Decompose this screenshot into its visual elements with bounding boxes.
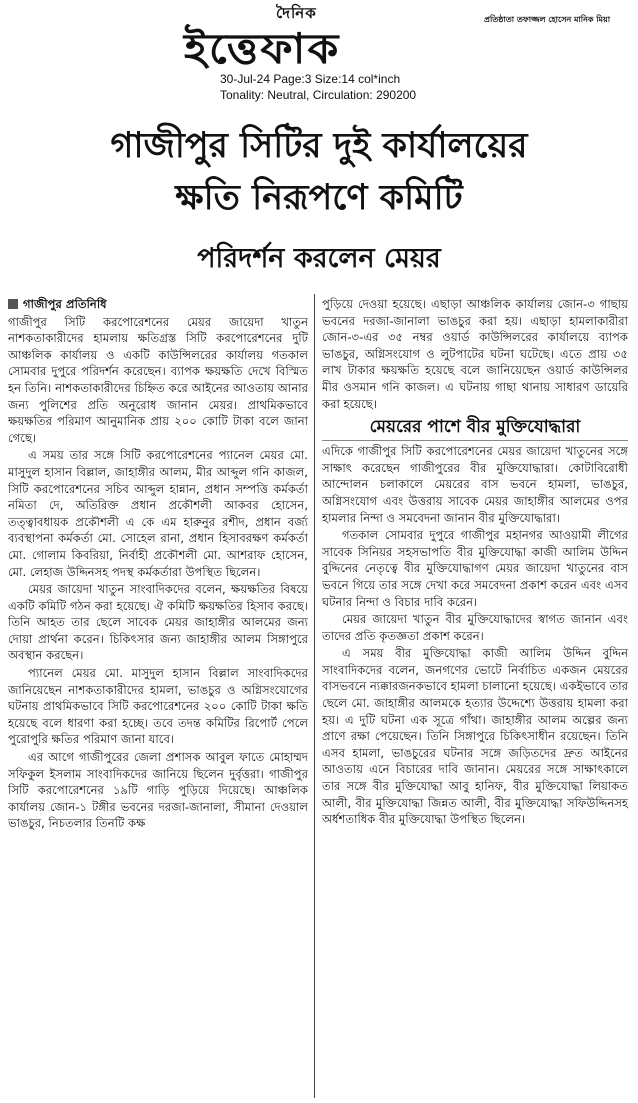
byline xyxy=(8,296,308,313)
newspaper-logo xyxy=(184,2,611,73)
logo-small-text: দৈনিক xyxy=(276,4,317,22)
founder-line: প্রতিষ্ঠাতা তফাজ্জল হোসেন মানিক মিয়া xyxy=(484,15,611,24)
paragraph: মেয়র জায়েদা খাতুন বীর মুক্তিযোদ্ধাদের স্বাগত জানান এবং তাদের প্রতি কৃতজ্ঞতা প্রকাশ করেন। xyxy=(322,612,628,643)
section-subheading: মেয়রের পাশে বীর মুক্তিযোদ্ধারা xyxy=(322,414,628,441)
column-divider xyxy=(314,294,315,1098)
clipping-meta-tonality: Tonality: Neutral, Circulation: 290200 xyxy=(220,88,417,102)
headline-line-1: গাজীপুর সিটির দুই কার্যালয়ের xyxy=(110,126,528,166)
byline-text: গাজীপুর প্রতিনিধি xyxy=(23,297,107,311)
paragraph: গাজীপুর সিটি করপোরেশনের মেয়র জায়েদা খাতুন নাশকতাকারীদের হামলায় ক্ষতিগ্রস্ত সিটি করপোরেশনের দুটি আঞ্চলিক কার্যালয় ও একটি কাউন্সিলরের কার্যালয় গতকাল সোমবার দুপুরে পরিদর্শন করেছেন। ব্যাপক ক্ষয়ক্ষতি দেখে বিস্মিত হন তিনি। নাশকতাকারীদের চিহ্নিত করে আইনের আওতায় আনার জন্য পুলিশের প্রতি অনুরোধ জানান মেয়র। প্রাথমিকভাবে ক্ষয়ক্ষতির পরিমাণ আনুমানিক প্রায় ২০০ কোটি টাকা বলে জানা গেছে। xyxy=(8,314,308,445)
paragraph: এ সময় বীর মুক্তিযোদ্ধা কাজী আলিম উদ্দিন বুদ্দিন সাংবাদিকদের বলেন, জনগণের ভোটে নির্বাচিত একজন মেয়রের বাসভবনে ন্যক্কারজনকভাবে হামলা চালানো হয়েছে। একইভাবে তার ছেলে মো. জাহাঙ্গীর আলমকে হত্যার উদ্দেশ্যে উত্তরায় হামলা করা হয়। এ দুটি ঘটনা এক সূত্রে গাঁথা। জাহাঙ্গীর আলম অল্পের জন্য প্রাণে রক্ষা পেয়েছেন। তিনি সিঙ্গাপুরে চিকিৎসাধীন রয়েছেন। তিনি এসব হামলা, ভাঙচুরের ঘটনার সঙ্গে জড়িতদের দ্রুত আইনের আওতায় এনে বিচারের দাবি জানান। মেয়রের সঙ্গে সাক্ষাৎকালে তার সঙ্গে বীর মুক্তিযোদ্ধা আবু হানিফ, বীর মুক্তিযোদ্ধা লিয়াকত আলী, বীর মুক্তিযোদ্ধা জিন্নত আলী, বীর মুক্তিযোদ্ধা সফিউদ্দিনসহ অর্ধশতাধিক বীর মুক্তিযোদ্ধা উপস্থিত ছিলেন। xyxy=(322,646,628,827)
paragraph: এ সময় তার সঙ্গে সিটি করপোরেশনের প্যানেল মেয়র মো. মাসুদুল হাসান বিল্লাল, জাহাঙ্গীর আলম, মীর আব্দুল গনি কাজল, সিটি করপোরেশনের সচিব আব্দুল হান্নান, প্রধান সম্পত্তি কর্মকর্তা নমিতা দে, অতিরিক্ত প্রধান প্রকৌশলী আকবর হোসেন, তত্ত্বাবধায়ক প্রকৌশলী এ কে এম হারুনুর রশীদ, প্রধান বর্জ্য ব্যবস্থাপনা কর্মকর্তা মো. সোহেল রানা, প্রধান হিসাবরক্ষণ কর্মকর্তা মো. গোলাম কিবরিয়া, নির্বাহী প্রকৌশলী মো. আশরাফ হোসেন, মো. লেহাজ উদ্দিনসহ পদস্থ কর্মকর্তারা উপস্থিত ছিলেন। xyxy=(8,448,308,579)
paragraph: মেয়র জায়েদা খাতুন সাংবাদিকদের বলেন, ক্ষয়ক্ষতির বিষয়ে একটি কমিটি গঠন করা হয়েছে। ঐ কমিটি ক্ষয়ক্ষতির হিসাব করছে। তিনি আহত তার ছেলে সাবেক মেয়র জাহাঙ্গীর আলমের জন্য দোয়া প্রার্থনা করেন। চিকিৎসার জন্য জাহাঙ্গীর আলম সিঙ্গাপুরে অবস্থান করছেন। xyxy=(8,582,308,663)
paragraph: এর আগে গাজীপুরের জেলা প্রশাসক আবুল ফাতে মোহাম্মদ সফিকুল ইসলাম সাংবাদিকদের জানিয়ে ছিলেন দুর্বৃত্তরা। গাজীপুর সিটি করপোরেশনের ১৯টি গাড়ি পুড়িয়ে দিয়েছে। আঞ্চলিক কার্যালয় জোন-১ টঙ্গীর ভবনের দরজা-জানালা, সীমানা দেওয়াল ভাঙচুর, নিচতলার তিনটি কক্ষ xyxy=(8,750,308,831)
masthead xyxy=(0,0,638,110)
clipping-meta-date-page: 30-Jul-24 Page:3 Size:14 col*inch xyxy=(220,72,401,86)
subheadline: পরিদর্শন করলেন মেয়র xyxy=(197,243,441,274)
paragraph: এদিকে গাজীপুর সিটি করপোরেশনের মেয়র জায়েদা খাতুনের সঙ্গে সাক্ষাৎ করেছেন গাজীপুরের বীর মুক্তিযোদ্ধারা। কোটাবিরোধী আন্দোলন চলাকালে মেয়রের বাস ভবনে হামলা, ভাঙচুর, অগ্নিসংযোগ এবং উত্তরায় সাবেক মেয়র জাহাঙ্গীর আলমের ওপর হামলার নিন্দা ও সমবেদনা জানান বীর মুক্তিযোদ্ধারা। xyxy=(322,444,628,525)
byline-square-icon xyxy=(8,299,18,309)
paragraph: পুড়িয়ে দেওয়া হয়েছে। এছাড়া আঞ্চলিক কার্যালয় জোন-৩ গাছায় ভবনের দরজা-জানালা ভাঙচুর করা হয়। এছাড়া হামলাকারীরা জোন-৩-এর ৩৫ নম্বর ওয়ার্ড কাউন্সিলরের কার্যালয়ে ব্যাপক ভাঙচুর, অগ্নিসংযোগ ও লুটপাটের ঘটনা ঘটেছে। এতে প্রায় ৩৫ লাখ টাকার ক্ষয়ক্ষতি হয়েছে বলে জানিয়েছেন ওয়ার্ড কাউন্সিলর মীর ওসমান গনি কাজল। এ ঘটনায় গাছা থানায় সাধারণ ডায়েরি করা হয়েছে। xyxy=(322,297,628,411)
paragraph: প্যানেল মেয়র মো. মাসুদুল হাসান বিল্লাল সাংবাদিকদের জানিয়েছেন নাশকতাকারীদের হামলা, ভাঙচুর ও অগ্নিসংযোগের ঘটনায় প্রাথমিকভাবে সিটি করপোরেশনের ২০০ কোটি টাকা ক্ষতি হয়েছে বলে ধারণা করা হচ্ছে। তবে তদন্ত কমিটির রিপোর্ট পেলে পুরোপুরি ক্ষতির পরিমাণ জানা যাবে। xyxy=(8,666,308,747)
logo-big-text: ইত্তেফাক xyxy=(184,24,341,73)
paragraph: গতকাল সোমবার দুপুরে গাজীপুর মহানগর আওয়ামী লীগের সাবেক সিনিয়র সহসভাপতি বীর মুক্তিযোদ্ধা কাজী আলিম উদ্দিন বুদ্দিনের নেতৃত্বে বীর মুক্তিযোদ্ধাগণ মেয়র জায়েদা খাতুনের বাস ভবনে গিয়ে তার সঙ্গে দেখা করে সমবেদনা প্রকাশ করেন এবং এসব ঘটনার নিন্দা ও বিচার দাবি করেন। xyxy=(322,528,628,609)
article-column-right xyxy=(322,296,628,1098)
headline-line-2: ক্ষতি নিরূপণে কমিটি xyxy=(175,178,463,218)
article-column-left xyxy=(8,296,308,1098)
